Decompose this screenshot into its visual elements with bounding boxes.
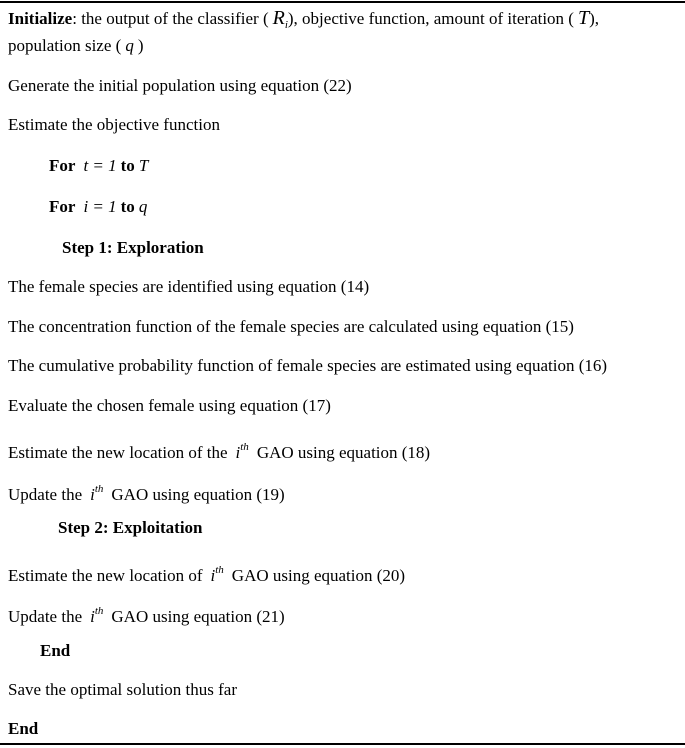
text: Estimate the new location of the: [8, 443, 228, 462]
th-superscript: th: [94, 483, 104, 495]
q-variable: q: [125, 36, 134, 55]
for-t-line: [49, 155, 148, 177]
text: Update the: [8, 607, 83, 626]
r-variable: R: [272, 7, 285, 29]
text: Update the: [8, 485, 83, 504]
for-i-line: [49, 196, 147, 218]
for-t-expr: t = 1: [83, 156, 117, 175]
init-line-1: [8, 7, 599, 36]
line-new-location-a: [8, 436, 430, 464]
to-keyword: to: [120, 156, 135, 175]
end-inner: End: [40, 641, 71, 660]
text: Estimate the new location of: [8, 566, 203, 585]
r-subscript: i: [284, 19, 288, 31]
for-i-limit: q: [138, 197, 148, 216]
to-keyword: to: [120, 197, 135, 216]
line-new-location-b: [8, 559, 405, 587]
th-superscript: th: [94, 605, 104, 617]
line-evaluate: Evaluate the chosen female using equation (17): [8, 396, 331, 415]
init-text-2: ), objective function, amount of iteration (: [287, 9, 574, 28]
line-female-identified: The female species are identified using equation (14): [8, 277, 370, 296]
init-text-4: population size (: [8, 36, 122, 55]
init-line-2: [8, 35, 143, 57]
line-concentration: The concentration function of the female species are calculated using equation (15): [8, 317, 574, 336]
initialize-label: Initialize: [8, 9, 73, 28]
for-keyword: For: [49, 197, 76, 216]
for-keyword: For: [49, 156, 76, 175]
i-variable: i: [210, 566, 216, 585]
text: GAO using equation (21): [111, 607, 285, 626]
i-variable: i: [90, 607, 95, 626]
th-superscript: th: [215, 564, 224, 576]
top-rule: [0, 1, 685, 3]
line-generate: Generate the initial population using equation (22): [8, 76, 352, 95]
end-outer: End: [8, 719, 39, 738]
text: GAO using equation (18): [256, 443, 431, 462]
i-variable: i: [235, 443, 241, 462]
for-i-expr: i = 1: [83, 197, 117, 216]
line-update-b: [8, 600, 285, 628]
i-variable: i: [90, 485, 95, 504]
line-update-a: [8, 478, 285, 506]
init-text-3: ),: [589, 9, 600, 28]
th-superscript: th: [240, 441, 249, 453]
line-cumulative: The cumulative probability function of female species are estimated using equation (16): [8, 356, 608, 375]
text: GAO using equation (20): [231, 566, 406, 585]
line-estimate-objective: Estimate the objective function: [8, 115, 220, 134]
step-2-heading: Step 2: Exploitation: [58, 518, 203, 537]
step-1-heading: Step 1: Exploration: [62, 238, 204, 257]
text: GAO using equation (19): [111, 485, 285, 504]
for-t-limit: T: [138, 156, 149, 175]
line-save-solution: Save the optimal solution thus far: [8, 680, 237, 699]
init-text-1: : the output of the classifier (: [72, 9, 269, 28]
t-variable: T: [577, 7, 590, 29]
bottom-rule: [0, 743, 685, 745]
init-text-5: ): [137, 36, 144, 55]
